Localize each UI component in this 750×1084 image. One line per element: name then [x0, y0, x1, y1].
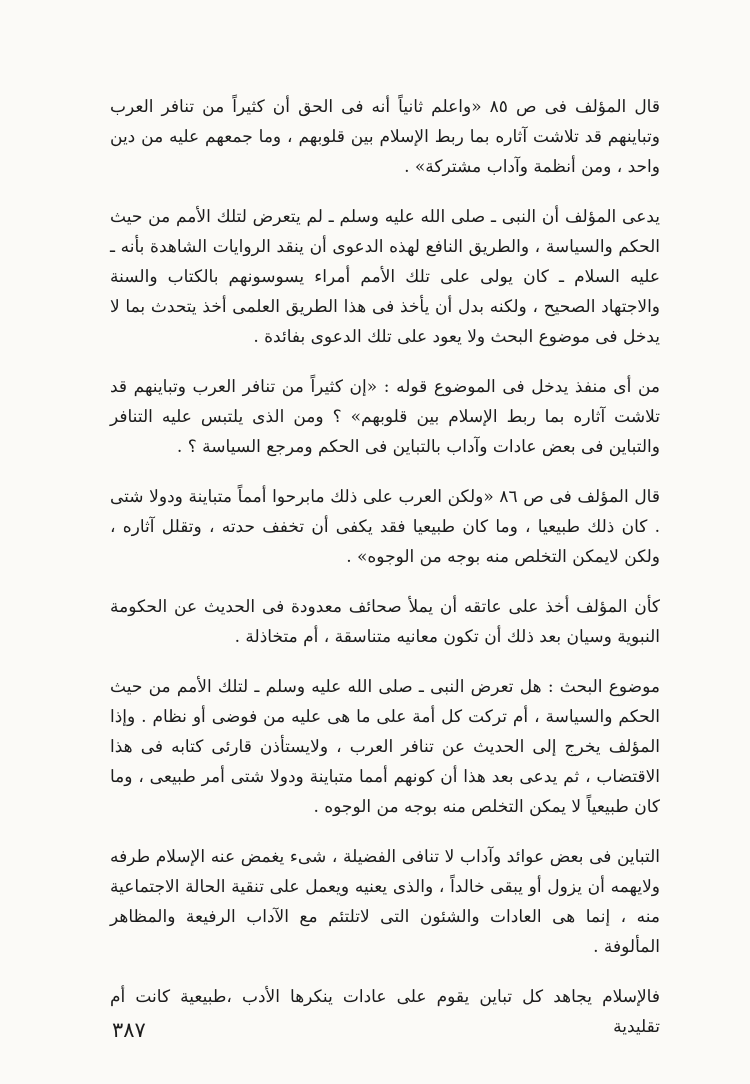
- paragraph-3: من أى منفذ يدخل فى الموضوع قوله : «إن كثيراً من تنافر العرب وتباينهم قد تلاشت آثاره بما ربط الإسلام بين قلوبهم» ؟ ومن الذى يلتبس عليه التنافر والتباين فى بعض عادات وآداب بالتباين فى الحكم ومرجع السياسة ؟ .: [110, 377, 660, 457]
- paragraph-8: فالإسلام يجاهد كل تباين يقوم على عادات ينكرها الأدب ،طبيعية كانت أم تقليدية: [110, 987, 660, 1037]
- paragraph-5: كأن المؤلف أخذ على عاتقه أن يملأ صحائف معدودة فى الحديث عن الحكومة النبوية وسيان بعد ذلك أن تكون معانيه متناسقة ، أم متخاذلة .: [110, 597, 660, 647]
- page-number: ٣٨٧: [112, 1018, 146, 1042]
- paragraph-6: موضوع البحث : هل تعرض النبى ـ صلى الله عليه وسلم ـ لتلك الأمم من حيث الحكم والسياسة ، أم تركت كل أمة على ما هى عليه من فوضى أو نظام . وإذا المؤلف يخرج إلى الحديث عن تنافر العرب ، ولايستأذن قارئى كتابه فى هذا الاقتضاب ، ثم يدعى بعد هذا أن كونهم أمما متباينة ودولا شتى أمر طبيعى ، وما كان طبيعياً لا يمكن التخلص منه بوجه من الوجوه .: [110, 677, 660, 817]
- body-text: [110, 92, 660, 1062]
- paragraph-2: يدعى المؤلف أن النبى ـ صلى الله عليه وسلم ـ لم يتعرض لتلك الأمم من حيث الحكم والسياسة ، والطريق النافع لهذه الدعوى أن ينقد الروايات الشاهدة بأنه ـ عليه السلام ـ كان يولى على تلك الأمم أمراء يسوسونهم بالكتاب والسنة والاجتهاد الصحيح ، ولكنه بدل أن يأخذ فى هذا الطريق العلمى أخذ يتحدث بما لا يدخل فى موضوع البحث ولا يعود على تلك الدعوى بفائدة .: [110, 207, 660, 347]
- paragraph-4: قال المؤلف فى ص ٨٦ «ولكن العرب على ذلك مابرحوا أمماً متباينة ودولا شتى . كان ذلك طبيعيا ، وما كان طبيعيا فقد يكفى أن تخفف حدته ، وتقلل آثاره ، ولكن لايمكن التخلص منه بوجه من الوجوه» .: [110, 487, 660, 567]
- paragraph-7: التباين فى بعض عوائد وآداب لا تنافى الفضيلة ، شىء يغمض عنه الإسلام طرفه ولايهمه أن يزول أو يبقى خالداً ، والذى يعنيه ويعمل على تنقية الحالة الاجتماعية منه ، إنما هى العادات والشئون التى لاتلتئم مع الآداب الرفيعة والمظاهر المألوفة .: [110, 847, 660, 957]
- paragraph-1: قال المؤلف فى ص ٨٥ «واعلم ثانياً أنه فى الحق أن كثيراً من تنافر العرب وتباينهم قد تلاشت آثاره بما ربط الإسلام بين قلوبهم ، وما جمعهم عليه من دين واحد ، ومن أنظمة وآداب مشتركة» .: [110, 97, 660, 177]
